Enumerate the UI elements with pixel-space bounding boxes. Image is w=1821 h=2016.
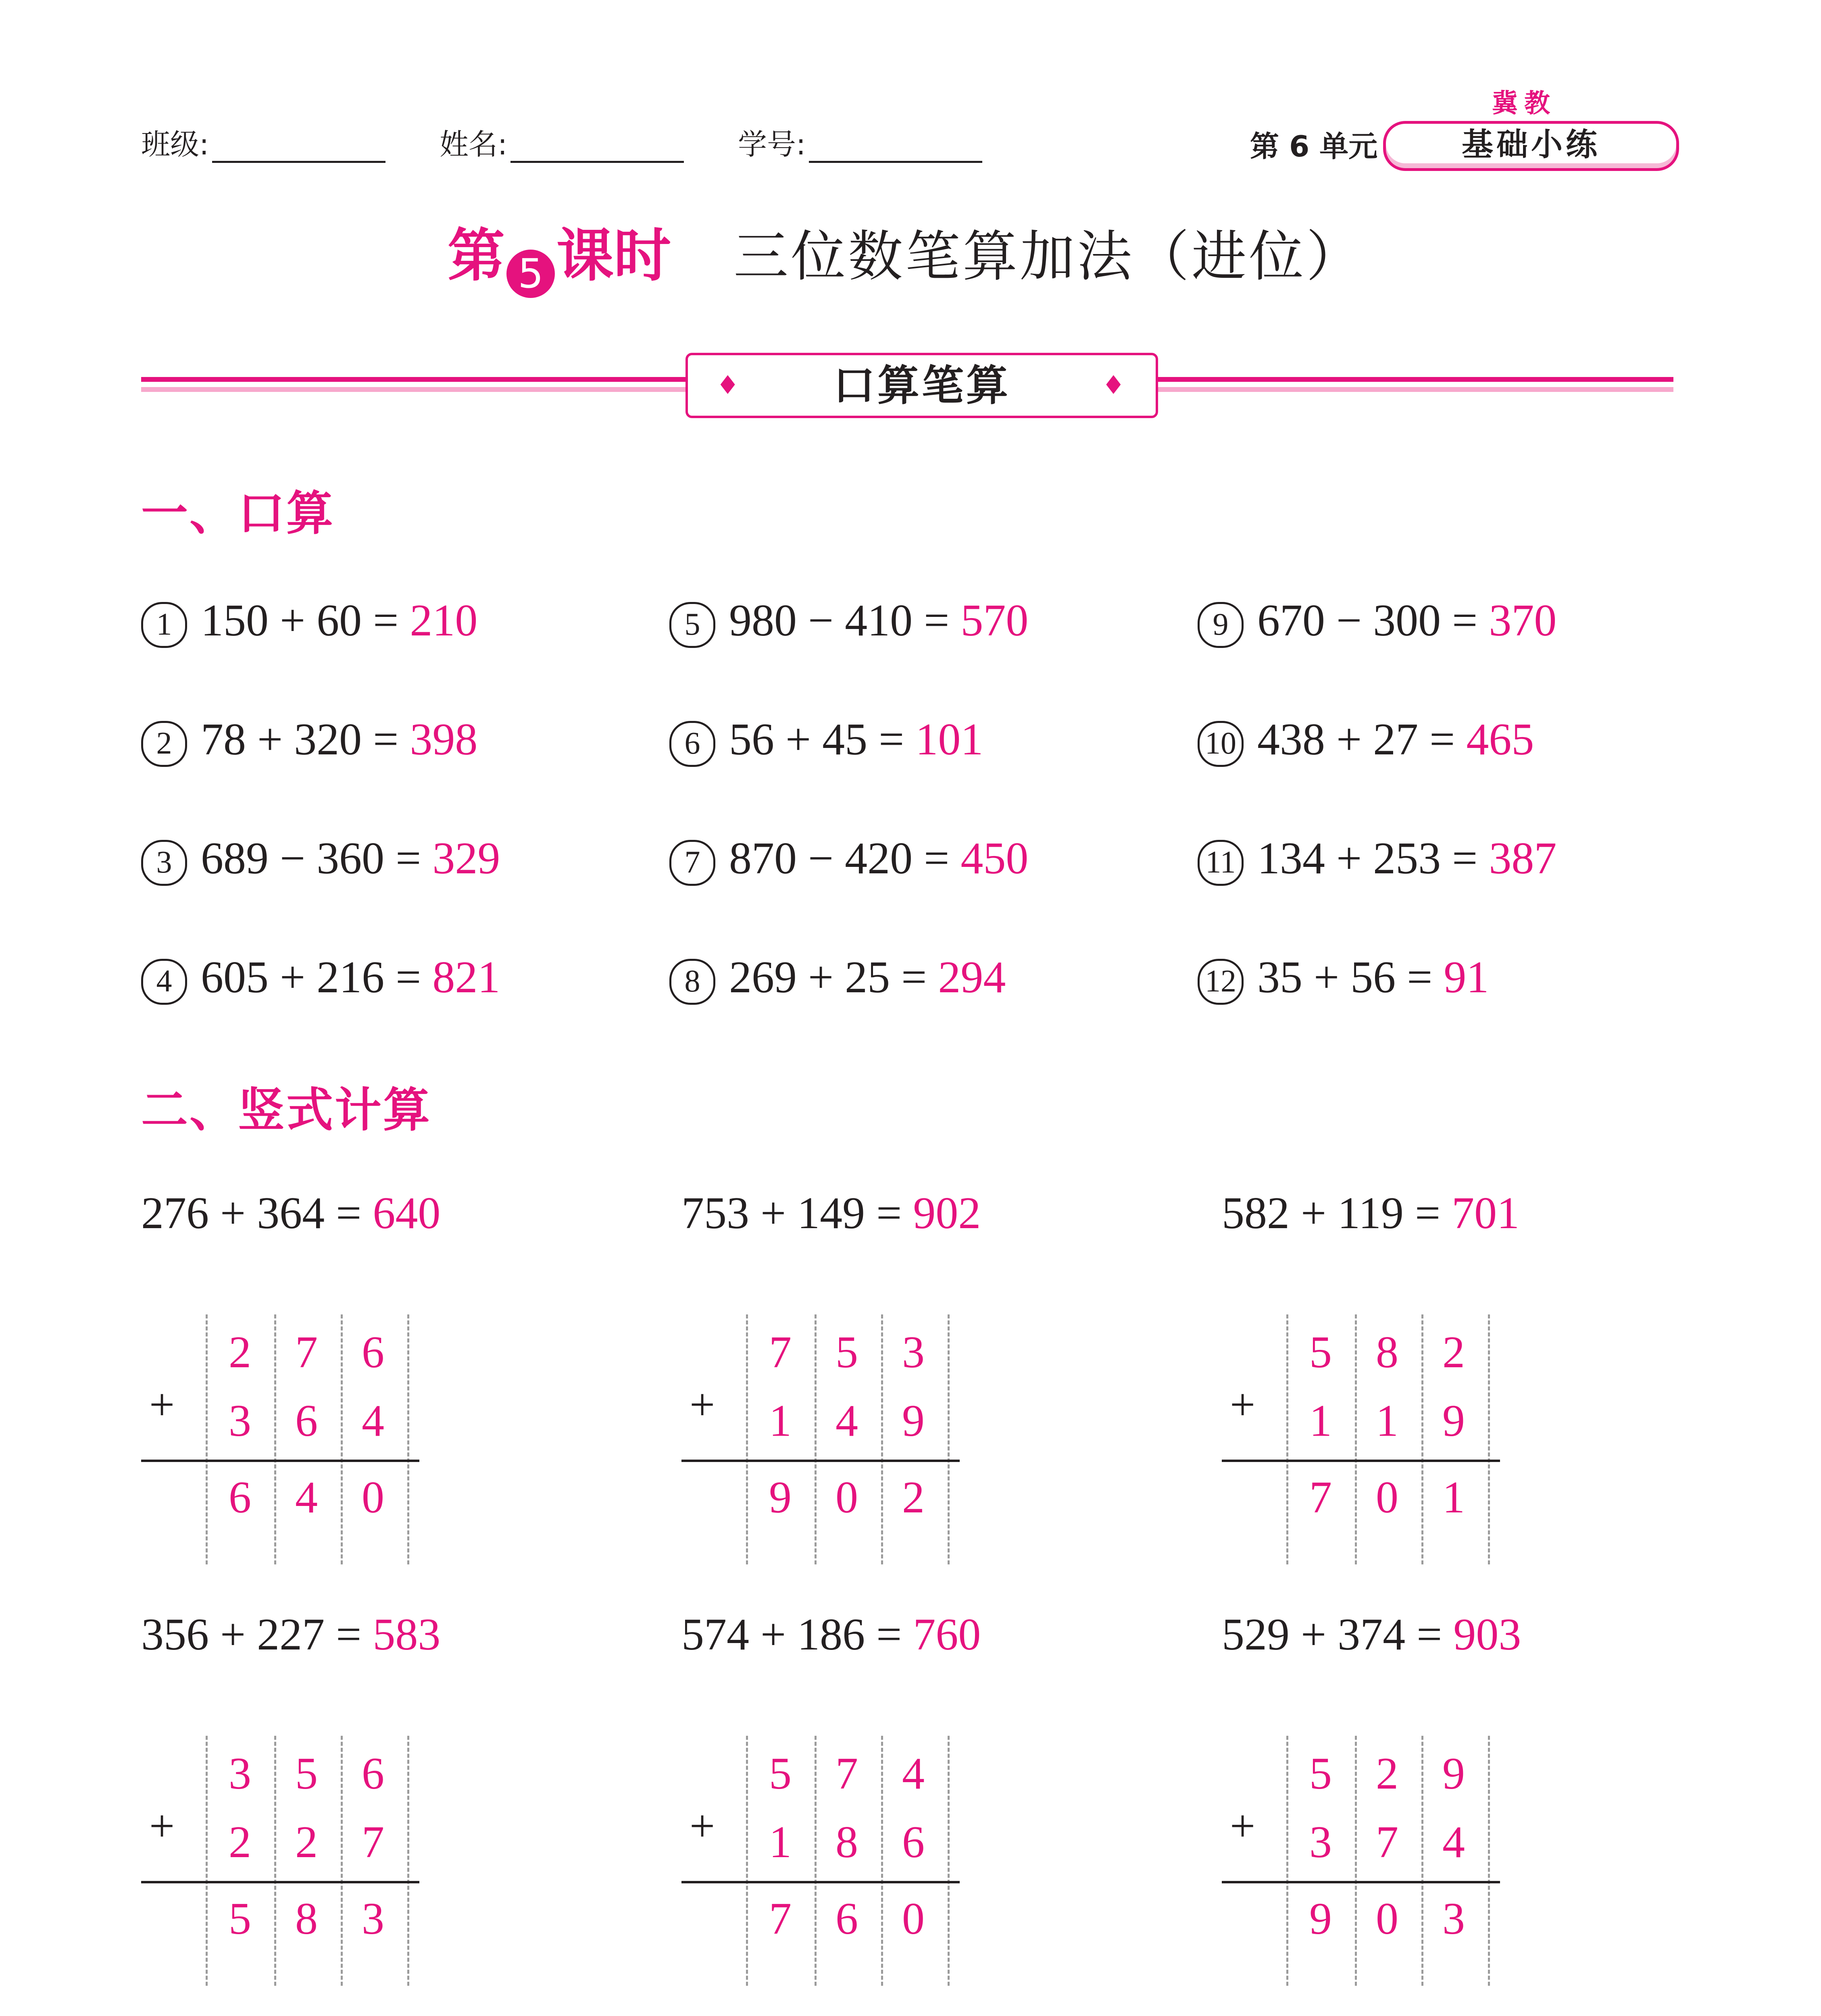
oral-item <box>669 714 983 767</box>
digit-mid: 2 <box>295 1817 318 1867</box>
vertical-calc-box <box>1222 1736 1500 1986</box>
digit-sum[interactable]: 0 <box>362 1472 384 1522</box>
digit-sum[interactable]: 2 <box>902 1472 925 1522</box>
banner-label: 口算笔算 <box>833 361 1011 410</box>
digit-sum[interactable]: 7 <box>769 1894 792 1944</box>
student-no-field <box>738 121 982 163</box>
digit-mid: 8 <box>835 1817 858 1867</box>
digit-top: 2 <box>229 1327 251 1377</box>
digit-sum[interactable]: 3 <box>362 1894 384 1944</box>
page-title <box>448 210 1363 298</box>
digit-mid: 9 <box>902 1396 925 1446</box>
item-expression: 689 − 360 = <box>201 833 421 883</box>
digit-sum[interactable]: 5 <box>229 1894 251 1944</box>
digit-mid: 9 <box>1442 1396 1465 1446</box>
digit-top: 8 <box>1376 1327 1398 1377</box>
lesson-prefix: 第 <box>448 223 505 289</box>
digit-top: 2 <box>1376 1749 1398 1799</box>
digit-sum[interactable]: 6 <box>229 1472 251 1522</box>
item-number-mark: 4 <box>141 959 187 1005</box>
digit-sum[interactable]: 0 <box>902 1894 925 1944</box>
digit-sum[interactable]: 9 <box>1309 1894 1332 1944</box>
digit-mid: 6 <box>295 1396 318 1446</box>
digit-sum[interactable]: 6 <box>835 1894 858 1944</box>
vertical-problem-expression <box>141 1609 440 1661</box>
item-answer[interactable]: 210 <box>410 596 478 646</box>
digit-sum[interactable]: 9 <box>769 1472 792 1522</box>
vertical-problem-expression <box>681 1187 981 1239</box>
digit-sum[interactable]: 0 <box>1376 1894 1398 1944</box>
column-guide-line <box>1488 1314 1490 1564</box>
item-expression: 56 + 45 = <box>729 714 904 764</box>
diamond-left-icon: ♦ <box>716 371 742 400</box>
plus-sign: + <box>1230 1801 1256 1851</box>
name-field <box>440 121 684 163</box>
vertical-calc-box <box>141 1736 419 1986</box>
item-answer[interactable]: 387 <box>1489 833 1557 883</box>
digit-top: 6 <box>362 1749 384 1799</box>
digit-mid: 3 <box>1309 1817 1332 1867</box>
digit-sum[interactable]: 0 <box>835 1472 858 1522</box>
item-answer[interactable]: 465 <box>1466 714 1534 764</box>
digit-mid: 2 <box>229 1817 251 1867</box>
digit-top: 9 <box>1442 1749 1465 1799</box>
digit-mid: 1 <box>1309 1396 1332 1446</box>
digit-sum[interactable]: 4 <box>295 1472 318 1522</box>
oral-item <box>1198 714 1534 767</box>
class-blank[interactable] <box>212 137 385 163</box>
item-number-mark: 11 <box>1198 840 1244 886</box>
sum-rule <box>681 1881 960 1883</box>
digit-mid: 4 <box>835 1396 858 1446</box>
plus-sign: + <box>690 1380 715 1430</box>
item-number-mark: 7 <box>669 840 715 886</box>
problem-expression: 529 + 374 = <box>1222 1610 1442 1660</box>
oral-item <box>141 952 500 1005</box>
digit-top: 5 <box>1309 1327 1332 1377</box>
item-expression: 134 + 253 = <box>1257 833 1478 883</box>
item-expression: 870 − 420 = <box>729 833 950 883</box>
vertical-problem-expression <box>1222 1187 1519 1239</box>
sum-rule <box>141 1881 419 1883</box>
item-expression: 150 + 60 = <box>201 596 399 646</box>
item-number-mark: 1 <box>141 602 187 648</box>
lesson-topic: 三位数笔算加法（进位） <box>733 225 1364 289</box>
section1-heading: 一、口算 <box>141 486 335 541</box>
item-number-mark: 8 <box>669 959 715 1005</box>
digit-mid: 7 <box>362 1817 384 1867</box>
digit-mid: 1 <box>769 1817 792 1867</box>
sum-rule <box>141 1460 419 1462</box>
item-expression: 438 + 27 = <box>1257 714 1455 764</box>
digit-top: 3 <box>229 1749 251 1799</box>
vertical-calc-box <box>1222 1314 1500 1564</box>
digit-mid: 1 <box>769 1396 792 1446</box>
item-number-mark: 9 <box>1198 602 1244 648</box>
vertical-problem-expression <box>141 1187 440 1239</box>
digit-top: 7 <box>295 1327 318 1377</box>
problem-answer[interactable]: 902 <box>913 1188 981 1238</box>
digit-top: 5 <box>295 1749 318 1799</box>
plus-sign: + <box>1230 1380 1256 1430</box>
vertical-problem-expression <box>681 1609 981 1661</box>
item-answer[interactable]: 398 <box>410 714 478 764</box>
column-guide-line <box>407 1314 409 1564</box>
digit-mid: 4 <box>1442 1817 1465 1867</box>
item-answer[interactable]: 294 <box>938 952 1006 1002</box>
oral-item <box>669 952 1006 1005</box>
oral-item <box>1198 595 1556 648</box>
plus-sign: + <box>690 1801 715 1851</box>
class-label: 班级: <box>141 127 209 161</box>
item-answer[interactable]: 821 <box>432 952 500 1002</box>
item-answer[interactable]: 450 <box>961 833 1029 883</box>
oral-item <box>1198 833 1556 886</box>
item-number-mark: 5 <box>669 602 715 648</box>
item-number-mark: 3 <box>141 840 187 886</box>
digit-mid: 3 <box>229 1396 251 1446</box>
digit-sum[interactable]: 0 <box>1376 1472 1398 1522</box>
plus-sign: + <box>149 1380 175 1430</box>
vertical-calc-box <box>681 1314 960 1564</box>
diamond-right-icon: ♦ <box>1102 371 1127 400</box>
item-expression: 78 + 320 = <box>201 714 399 764</box>
item-expression: 980 − 410 = <box>729 596 950 646</box>
oral-item <box>141 714 477 767</box>
publisher-label: 冀教 <box>1492 89 1556 119</box>
item-number-mark: 12 <box>1198 959 1244 1005</box>
problem-answer[interactable]: 701 <box>1452 1188 1520 1238</box>
item-number-mark: 10 <box>1198 721 1244 767</box>
oral-item <box>141 595 477 648</box>
lesson-suffix: 课时 <box>556 223 671 289</box>
problem-expression: 753 + 149 = <box>681 1188 902 1238</box>
oral-item <box>1198 952 1489 1005</box>
problem-expression: 356 + 227 = <box>141 1610 362 1660</box>
class-field <box>141 121 385 163</box>
problem-answer[interactable]: 640 <box>373 1188 441 1238</box>
digit-mid: 7 <box>1376 1817 1398 1867</box>
digit-top: 5 <box>1309 1749 1332 1799</box>
column-guide-line <box>1488 1736 1490 1986</box>
oral-item <box>669 833 1028 886</box>
series-badge <box>1383 121 1679 171</box>
item-expression: 605 + 216 = <box>201 952 421 1002</box>
digit-mid: 1 <box>1376 1396 1398 1446</box>
item-answer[interactable]: 91 <box>1444 952 1489 1002</box>
name-blank[interactable] <box>510 137 684 163</box>
digit-sum[interactable]: 8 <box>295 1894 318 1944</box>
item-answer[interactable]: 101 <box>915 714 983 764</box>
student-no-label: 学号: <box>738 127 806 161</box>
series-label: 基础小练 <box>1461 127 1600 163</box>
item-answer[interactable]: 329 <box>432 833 500 883</box>
digit-top: 6 <box>362 1327 384 1377</box>
digit-top: 7 <box>835 1749 858 1799</box>
digit-top: 5 <box>769 1749 792 1799</box>
digit-mid: 4 <box>362 1396 384 1446</box>
section-banner <box>685 353 1158 418</box>
digit-mid: 6 <box>902 1817 925 1867</box>
problem-answer[interactable]: 583 <box>373 1610 441 1660</box>
section2-heading: 二、竖式计算 <box>141 1083 431 1137</box>
digit-sum[interactable]: 3 <box>1442 1894 1465 1944</box>
item-expression: 670 − 300 = <box>1257 596 1478 646</box>
column-guide-line <box>948 1314 950 1564</box>
problem-answer[interactable]: 903 <box>1453 1610 1521 1660</box>
digit-top: 3 <box>902 1327 925 1377</box>
item-answer[interactable]: 370 <box>1489 596 1557 646</box>
digit-top: 5 <box>835 1327 858 1377</box>
item-expression: 269 + 25 = <box>729 952 927 1002</box>
student-no-blank[interactable] <box>809 137 982 163</box>
digit-top: 2 <box>1442 1327 1465 1377</box>
digit-sum[interactable]: 1 <box>1442 1472 1465 1522</box>
sum-rule <box>681 1460 960 1462</box>
sum-rule <box>1222 1460 1500 1462</box>
sum-rule <box>1222 1881 1500 1883</box>
digit-sum[interactable]: 7 <box>1309 1472 1332 1522</box>
digit-top: 4 <box>902 1749 925 1799</box>
item-answer[interactable]: 570 <box>961 596 1029 646</box>
item-number-mark: 2 <box>141 721 187 767</box>
plus-sign: + <box>149 1801 175 1851</box>
vertical-calc-box <box>681 1736 960 1986</box>
problem-expression: 574 + 186 = <box>681 1610 902 1660</box>
vertical-calc-box <box>141 1314 419 1564</box>
column-guide-line <box>948 1736 950 1986</box>
unit-label: 第 6 单元 <box>1250 129 1378 163</box>
problem-answer[interactable]: 760 <box>913 1610 981 1660</box>
problem-expression: 582 + 119 = <box>1222 1188 1441 1238</box>
column-guide-line <box>407 1736 409 1986</box>
digit-top: 7 <box>769 1327 792 1377</box>
oral-item <box>669 595 1028 648</box>
item-expression: 35 + 56 = <box>1257 952 1433 1002</box>
lesson-number: 5 <box>506 250 555 298</box>
name-label: 姓名: <box>440 127 508 161</box>
oral-item <box>141 833 500 886</box>
item-number-mark: 6 <box>669 721 715 767</box>
vertical-problem-expression <box>1222 1609 1521 1661</box>
problem-expression: 276 + 364 = <box>141 1188 362 1238</box>
